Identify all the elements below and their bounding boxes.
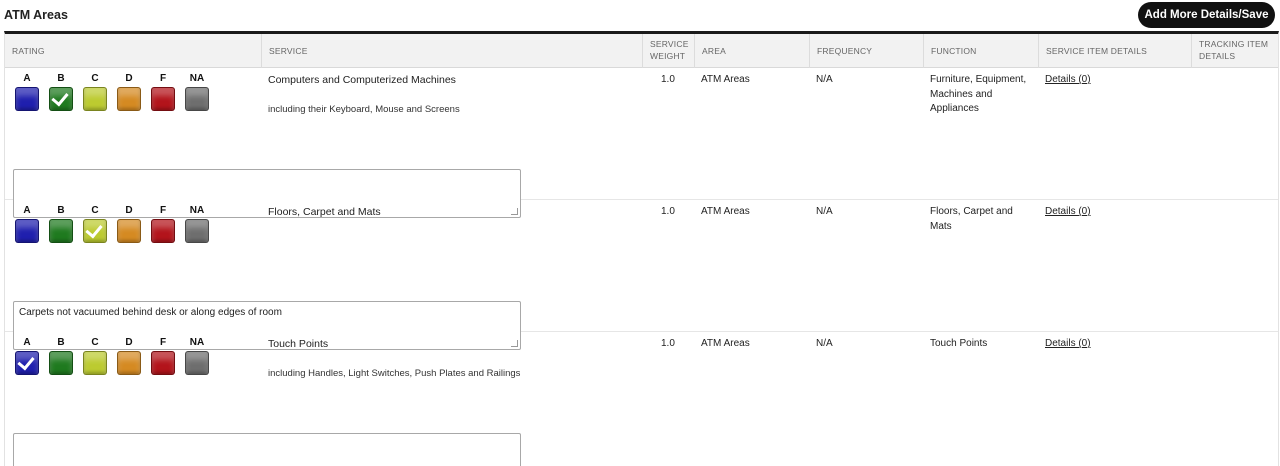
checkmark-icon bbox=[51, 89, 68, 107]
col-service bbox=[261, 34, 642, 68]
service-weight: 1.0 bbox=[661, 206, 675, 217]
rating-label-d: D bbox=[125, 205, 133, 216]
service-name: Touch Points bbox=[268, 338, 329, 350]
frequency-value: N/A bbox=[816, 338, 833, 349]
rating-option-b[interactable] bbox=[49, 219, 73, 243]
add-more-details-save-button[interactable]: Add More Details/Save bbox=[1138, 2, 1275, 28]
service-name: Computers and Computerized Machines bbox=[268, 74, 456, 86]
area-value: ATM Areas bbox=[701, 206, 750, 217]
function-line-2: Mats bbox=[930, 220, 952, 232]
rating-label-a: A bbox=[23, 73, 31, 84]
rating-label-c: C bbox=[91, 337, 99, 348]
rating-label-c: C bbox=[91, 205, 99, 216]
service-table bbox=[4, 31, 1279, 466]
service-name: Floors, Carpet and Mats bbox=[268, 206, 381, 218]
col-weight-label-2: WEIGHT bbox=[650, 51, 686, 61]
rating-label-f: F bbox=[159, 205, 167, 216]
rating-label-d: D bbox=[125, 73, 133, 84]
col-area-label: AREA bbox=[702, 46, 726, 56]
section-title: ATM Areas bbox=[4, 8, 68, 22]
rating-label-b: B bbox=[57, 73, 65, 84]
rating-option-a[interactable] bbox=[15, 219, 39, 243]
checkmark-icon bbox=[85, 221, 102, 239]
col-rating-label: RATING bbox=[12, 46, 45, 56]
rating-label-na: NA bbox=[189, 337, 205, 348]
area-value: ATM Areas bbox=[701, 338, 750, 349]
comment-textarea[interactable] bbox=[13, 433, 521, 466]
rating-option-a[interactable] bbox=[15, 87, 39, 111]
service-weight: 1.0 bbox=[661, 74, 675, 85]
col-service-weight bbox=[642, 34, 694, 68]
rating-option-b[interactable] bbox=[49, 87, 73, 111]
col-rating bbox=[5, 34, 261, 68]
area-value: ATM Areas bbox=[701, 74, 750, 85]
col-area bbox=[694, 34, 809, 68]
table-row bbox=[5, 332, 1278, 466]
col-weight-label-1: SERVICE bbox=[650, 39, 689, 49]
col-frequency-label: FREQUENCY bbox=[817, 46, 873, 56]
col-tracking-label-1: TRACKING ITEM bbox=[1199, 39, 1269, 49]
col-service-label: SERVICE bbox=[269, 46, 308, 56]
rating-option-c[interactable] bbox=[83, 351, 107, 375]
service-description: including Handles, Light Switches, Push Plates and Railings bbox=[268, 368, 521, 379]
frequency-value: N/A bbox=[816, 206, 833, 217]
rating-option-c[interactable] bbox=[83, 219, 107, 243]
function-line-2: Machines and bbox=[930, 88, 993, 100]
table-row bbox=[5, 200, 1278, 332]
rating-label-b: B bbox=[57, 337, 65, 348]
col-function bbox=[923, 34, 1038, 68]
rating-label-a: A bbox=[23, 337, 31, 348]
rating-option-c[interactable] bbox=[83, 87, 107, 111]
service-description: including their Keyboard, Mouse and Screens bbox=[268, 104, 460, 115]
rating-option-d[interactable] bbox=[117, 351, 141, 375]
rating-option-f[interactable] bbox=[151, 351, 175, 375]
details-link[interactable]: Details (0) bbox=[1045, 206, 1091, 217]
col-function-label: FUNCTION bbox=[931, 46, 977, 56]
rating-option-a[interactable] bbox=[15, 351, 39, 375]
table-header bbox=[5, 34, 1278, 68]
rating-label-d: D bbox=[125, 337, 133, 348]
service-weight: 1.0 bbox=[661, 338, 675, 349]
checkmark-icon bbox=[17, 353, 34, 371]
rating-option-na[interactable] bbox=[185, 219, 209, 243]
function-line-3: Appliances bbox=[930, 103, 979, 114]
col-sid-label: SERVICE ITEM DETAILS bbox=[1046, 46, 1147, 56]
col-tracking-item-details bbox=[1191, 34, 1278, 68]
rating-option-f[interactable] bbox=[151, 87, 175, 111]
rating-label-b: B bbox=[57, 205, 65, 216]
rating-label-c: C bbox=[91, 73, 99, 84]
rating-label-a: A bbox=[23, 205, 31, 216]
function-line-1: Furniture, Equipment, bbox=[930, 74, 1027, 85]
col-service-item-details bbox=[1038, 34, 1191, 68]
details-link[interactable]: Details (0) bbox=[1045, 338, 1091, 349]
comment-text: Carpets not vacuumed behind desk or along edges of room bbox=[19, 307, 282, 318]
top-bar bbox=[0, 0, 1280, 31]
rating-option-f[interactable] bbox=[151, 219, 175, 243]
rating-option-d[interactable] bbox=[117, 87, 141, 111]
rating-option-na[interactable] bbox=[185, 351, 209, 375]
rating-label-na: NA bbox=[189, 205, 205, 216]
function-line-1: Floors, Carpet and bbox=[930, 206, 1013, 217]
col-tracking-label-2: DETAILS bbox=[1199, 51, 1236, 61]
rating-label-f: F bbox=[159, 337, 167, 348]
function-line-1: Touch Points bbox=[930, 338, 988, 349]
rating-option-na[interactable] bbox=[185, 87, 209, 111]
details-link[interactable]: Details (0) bbox=[1045, 74, 1091, 85]
table-row bbox=[5, 68, 1278, 200]
frequency-value: N/A bbox=[816, 74, 833, 85]
rating-option-d[interactable] bbox=[117, 219, 141, 243]
rating-label-f: F bbox=[159, 73, 167, 84]
rating-option-b[interactable] bbox=[49, 351, 73, 375]
rating-label-na: NA bbox=[189, 73, 205, 84]
col-frequency bbox=[809, 34, 923, 68]
